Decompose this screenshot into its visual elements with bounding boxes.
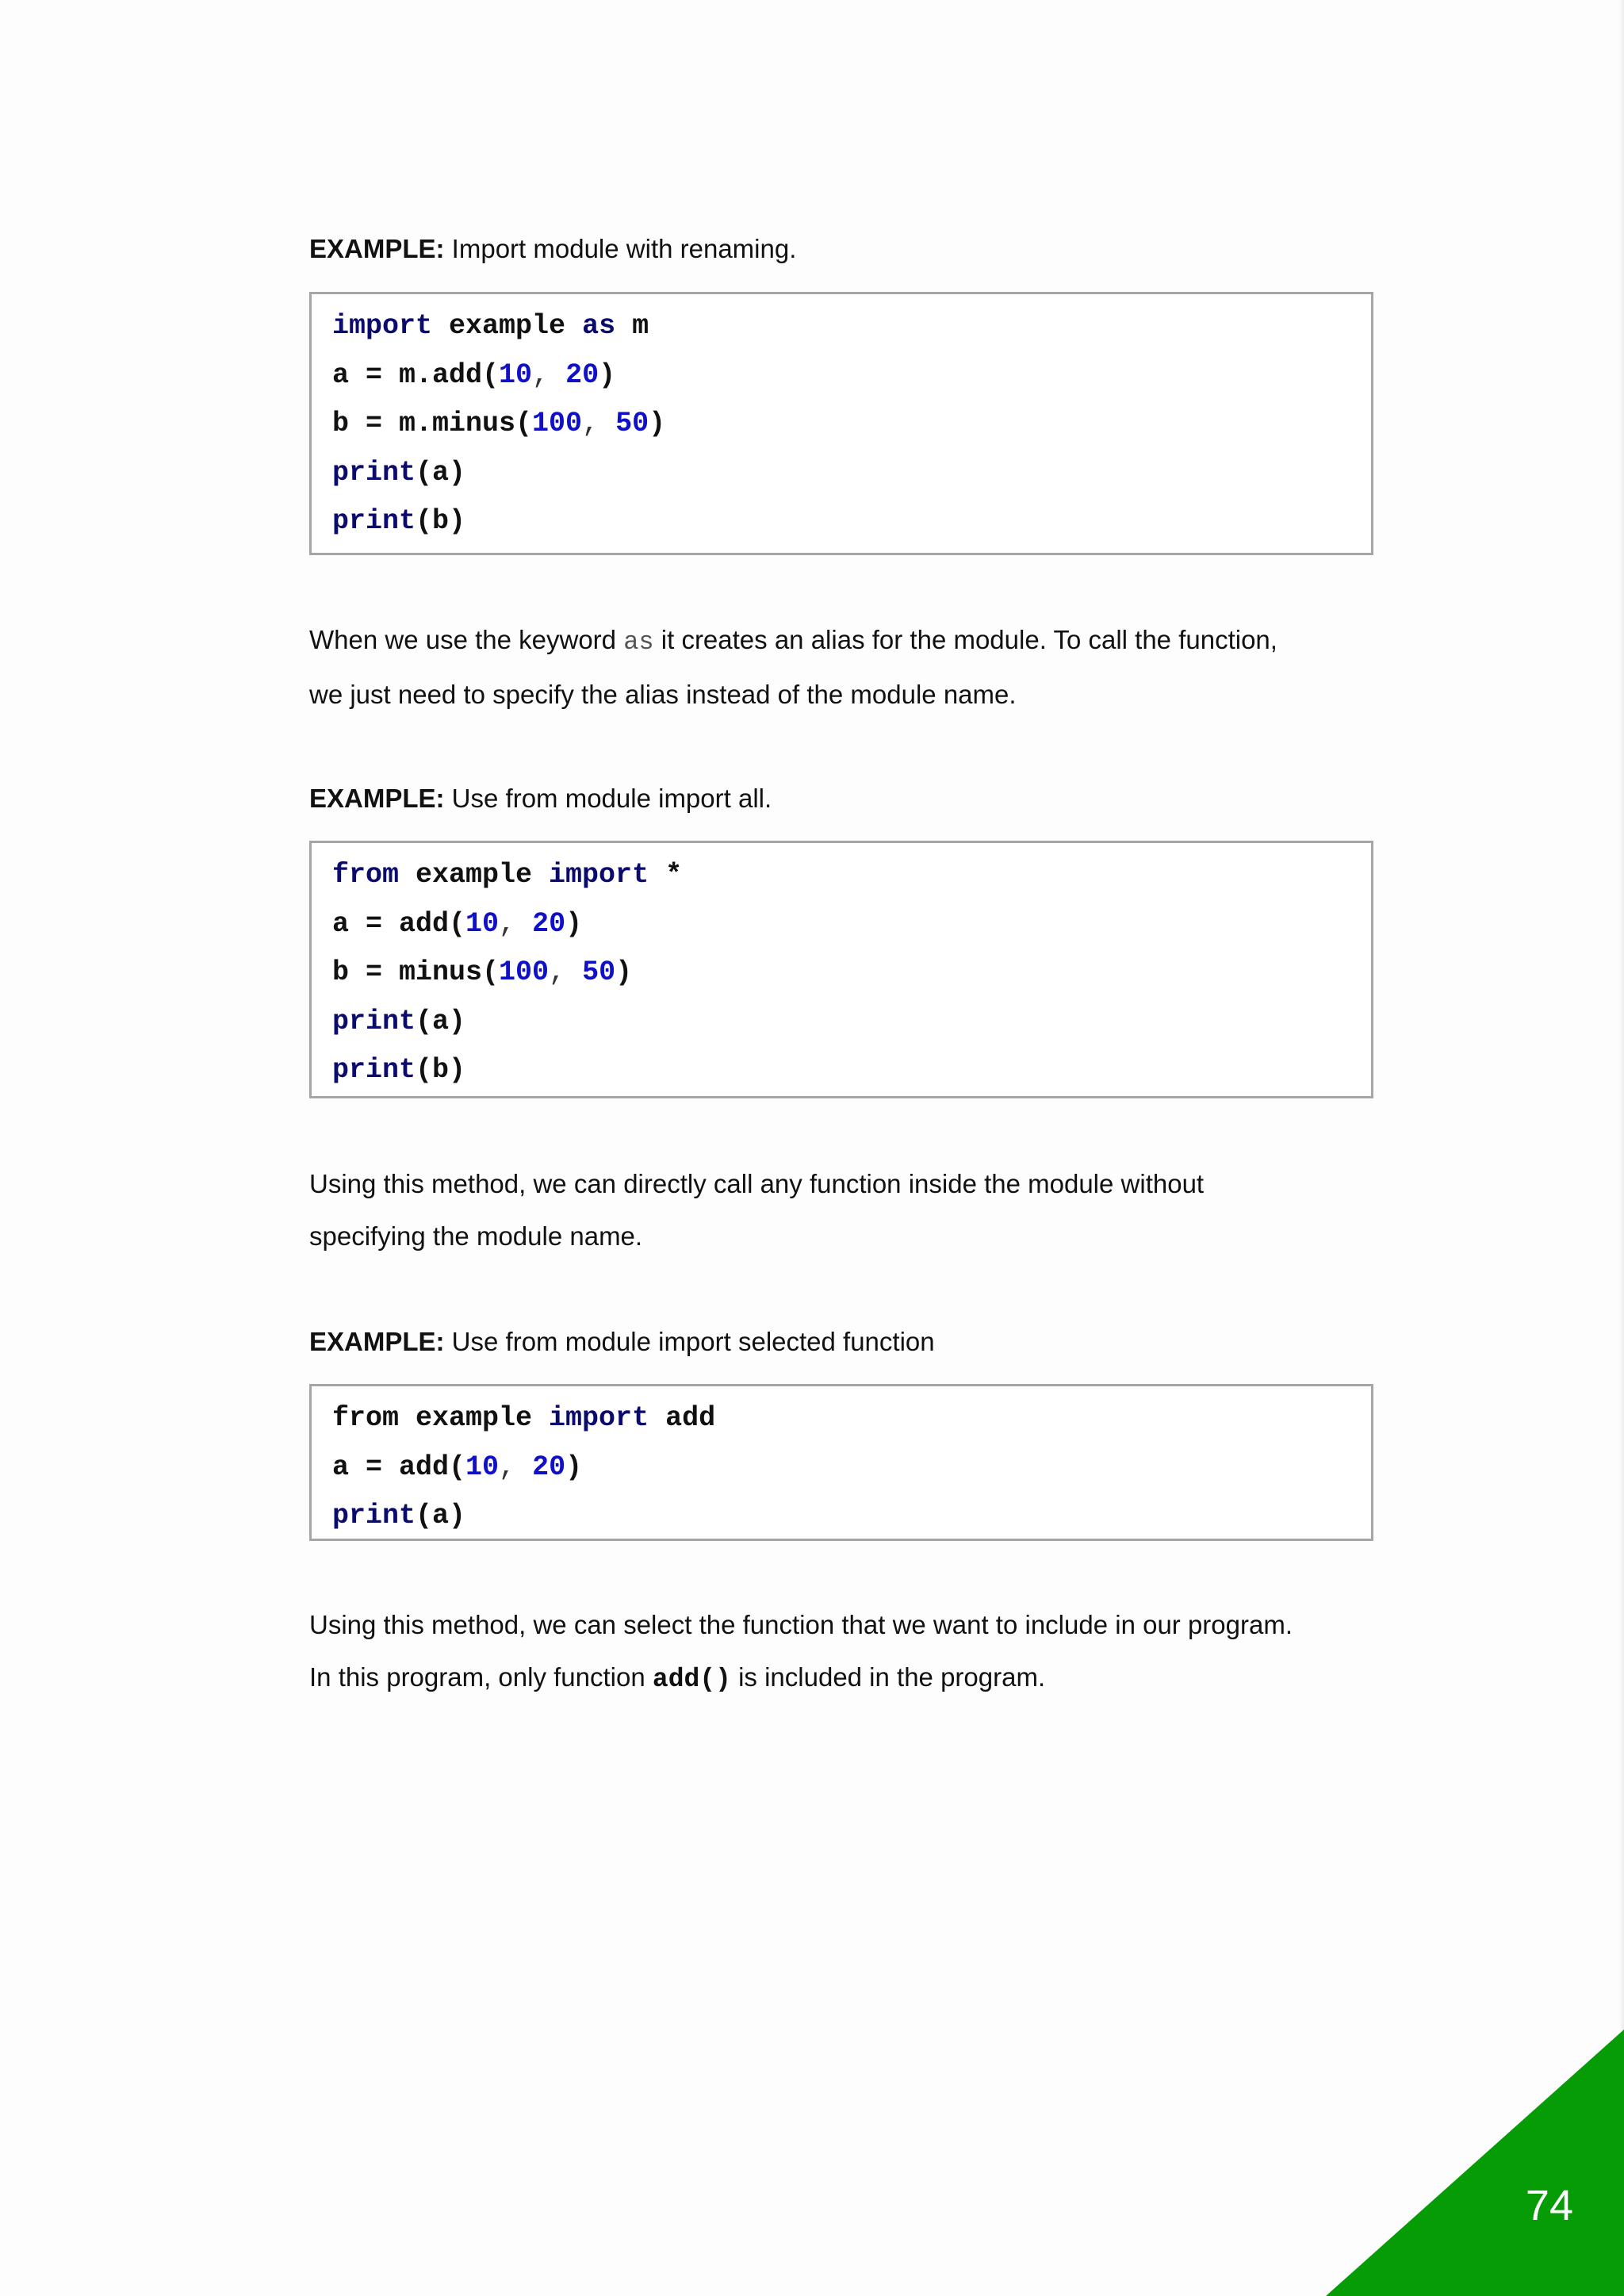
code-keyword: from <box>332 859 400 891</box>
code-number: 10 <box>499 358 533 391</box>
code-text: * <box>649 859 683 891</box>
code-text: a = add( <box>332 907 466 940</box>
code-text: add <box>649 1402 716 1434</box>
code-text: example <box>399 859 550 891</box>
paragraph-3-text-a: In this program, only function <box>309 1662 653 1692</box>
code-text: , <box>549 956 583 988</box>
code-text: b = m.minus( <box>332 408 533 439</box>
code-text: (b) <box>416 1054 466 1086</box>
code-text: example <box>432 310 583 342</box>
code-text: (b) <box>416 505 466 537</box>
code-keyword: print <box>332 505 416 537</box>
code-line <box>332 400 1371 449</box>
code-line <box>332 497 1371 546</box>
example-1-label-bold: EXAMPLE: <box>309 234 445 263</box>
code-text: b = minus( <box>332 956 500 988</box>
code-number: 100 <box>499 956 550 988</box>
paragraph-3-line-1: Using this method, we can select the function that we want to include in our program. <box>309 1610 1293 1639</box>
code-text: , <box>499 907 533 940</box>
code-text: (a) <box>416 1005 466 1037</box>
code-text: a = add( <box>332 1451 466 1483</box>
code-line <box>332 900 1371 949</box>
code-text: , <box>582 408 616 439</box>
page-corner-triangle <box>1326 2030 1624 2296</box>
code-keyword: print <box>332 456 416 489</box>
code-text: from example <box>332 1402 550 1434</box>
code-text: , <box>532 358 566 391</box>
code-text: , <box>499 1451 533 1483</box>
page-edge-shadow <box>1619 0 1624 2296</box>
code-number: 20 <box>532 907 566 940</box>
paragraph-alias-explanation <box>309 614 1376 720</box>
code-line <box>332 998 1371 1047</box>
code-line <box>332 1046 1371 1095</box>
code-line <box>332 449 1371 498</box>
code-number: 50 <box>615 408 649 439</box>
paragraph-1-text-b: it creates an alias for the module. To call the function, <box>653 625 1277 654</box>
paragraph-3-line-2 <box>309 1651 1376 1706</box>
paragraph-1-line-2: we just need to specify the alias instead of the module name. <box>309 679 1017 709</box>
code-line <box>332 1492 1371 1541</box>
code-line <box>332 949 1371 998</box>
code-text: (a) <box>416 1500 466 1531</box>
page-number: 74 <box>1525 2182 1573 2229</box>
code-text: m <box>615 310 649 342</box>
paragraph-2-line-2: specifying the module name. <box>309 1221 643 1251</box>
code-block-2 <box>309 841 1373 1098</box>
code-line <box>332 1443 1371 1493</box>
example-2-label <box>309 783 772 815</box>
code-text: ) <box>599 358 616 391</box>
code-number: 10 <box>465 1451 500 1483</box>
code-text: a = m.add( <box>332 358 500 391</box>
paragraph-import-all-explanation <box>309 1158 1376 1262</box>
code-number: 10 <box>465 907 500 940</box>
code-block-3 <box>309 1384 1373 1541</box>
code-number: 50 <box>582 956 616 988</box>
code-line <box>332 302 1371 351</box>
code-text: (a) <box>416 456 466 489</box>
code-text: ) <box>565 1451 583 1483</box>
inline-code-add: add() <box>652 1664 731 1694</box>
paragraph-1-line-1 <box>309 614 1376 669</box>
code-line <box>332 351 1371 401</box>
code-line <box>332 1394 1371 1443</box>
example-1-label <box>309 233 796 265</box>
example-3-label-text: Use from module import selected function <box>444 1327 935 1356</box>
code-keyword: import <box>549 859 649 891</box>
example-3-label <box>309 1326 935 1358</box>
code-keyword: import <box>549 1402 649 1434</box>
code-number: 20 <box>532 1451 566 1483</box>
code-line <box>332 851 1371 900</box>
example-3-label-bold: EXAMPLE: <box>309 1327 445 1356</box>
code-keyword: print <box>332 1500 416 1531</box>
example-1-label-text: Import module with renaming. <box>444 234 797 263</box>
code-block-1 <box>309 292 1373 555</box>
paragraph-1-text-a: When we use the keyword <box>309 625 624 654</box>
code-keyword: print <box>332 1054 416 1086</box>
code-keyword: as <box>582 310 616 342</box>
example-2-label-bold: EXAMPLE: <box>309 784 445 813</box>
code-text: ) <box>565 907 583 940</box>
code-keyword: print <box>332 1005 416 1037</box>
code-number: 20 <box>565 358 599 391</box>
code-number: 100 <box>532 408 583 439</box>
code-text: ) <box>615 956 633 988</box>
paragraph-3-text-b: is included in the program. <box>730 1662 1046 1692</box>
code-text: ) <box>649 408 666 439</box>
paragraph-2-line-1: Using this method, we can directly call any function inside the module without <box>309 1169 1205 1198</box>
example-2-label-text: Use from module import all. <box>444 784 772 813</box>
inline-code-as: as <box>623 627 654 657</box>
paragraph-selected-function-explanation <box>309 1599 1376 1705</box>
code-keyword: import <box>332 310 433 342</box>
